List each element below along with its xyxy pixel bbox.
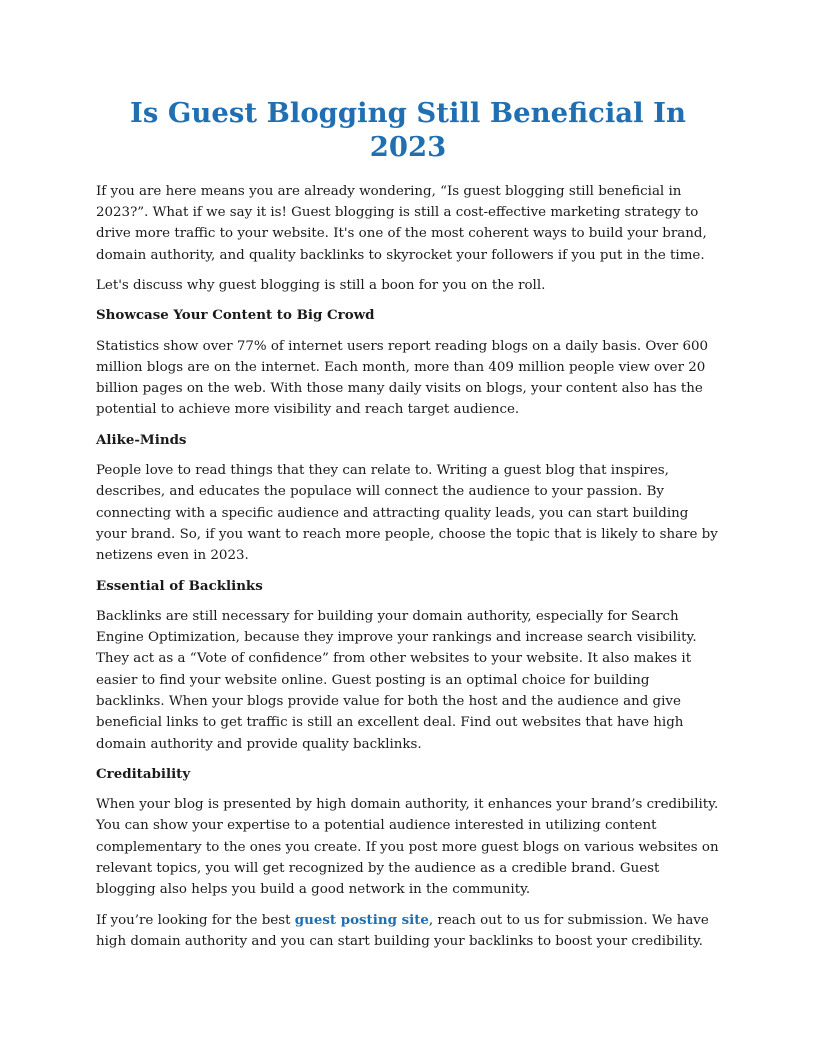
section-heading-alike-minds: Alike-Minds: [96, 431, 187, 448]
section-body-alike-minds: People love to read things that they can relate to. Writing a guest blog that inspires, describes, and educates the populace will connect the audience to your passion. By connecting with a specific audience and attracting quality leads, you can start building your brand. So, if you want to reach more people, choose the topic that is likely to share by netizens even in 2023.: [96, 463, 718, 564]
section-heading-creditability: Creditability: [96, 765, 191, 782]
intro-paragraph: If you are here means you are already wondering, “Is guest blogging still beneficial in 2023?”. What if we say it is! Guest blogging is still a cost-effective marketing strategy to drive more traffic to your website. It's one of the most coherent ways to build your brand, domain authority, and quality backlinks to skyrocket your followers if you put in the time.: [96, 183, 707, 263]
section-body-backlinks: Backlinks are still necessary for building your domain authority, especially for Search Engine Optimization, because they improve your rankings and increase search visibility. They act as a “Vote of confidence” from other websites to your website. It also makes it easier to find your website online. Guest posting is an optimal choice for building backlinks. When your blogs provide value for both the host and the audience and give beneficial links to get traffic is still an excellent deal. Find out websites that have high domain authority and provide quality backlinks.: [96, 608, 697, 752]
closing-text-before: If you’re looking for the best: [96, 912, 295, 928]
section-body-showcase: Statistics show over 77% of internet users report reading blogs on a daily basis. Over 600 million blogs are on the internet. Each month, more than 409 million people view over 20 billion pages on the web. With those many daily visits on blogs, your content also has the potential to achieve more visibility and reach target audience.: [96, 338, 709, 418]
page-title: Is Guest Blogging Still Beneficial In 2023: [130, 97, 686, 164]
lead-paragraph: Let's discuss why guest blogging is still a boon for you on the roll.: [96, 277, 546, 293]
section-heading-showcase: Showcase Your Content to Big Crowd: [96, 307, 375, 324]
section-body-creditability: When your blog is presented by high domain authority, it enhances your brand’s credibility. You can show your expertise to a potential audience interested in utilizing content complementary to the ones you create. If you post more guest blogs on various websites on relevant topics, you will get recognized by the audience as a credible brand. Guest blogging also helps you build a good network in the community.: [96, 797, 719, 898]
section-heading-backlinks: Essential of Backlinks: [96, 577, 263, 594]
closing-text-after: , reach out to us for submission. We have high domain authority and you can start building your backlinks to boost your credibility.: [96, 912, 709, 949]
closing-paragraph: [96, 910, 720, 953]
guest-posting-site-link[interactable]: guest posting site: [294, 911, 429, 928]
